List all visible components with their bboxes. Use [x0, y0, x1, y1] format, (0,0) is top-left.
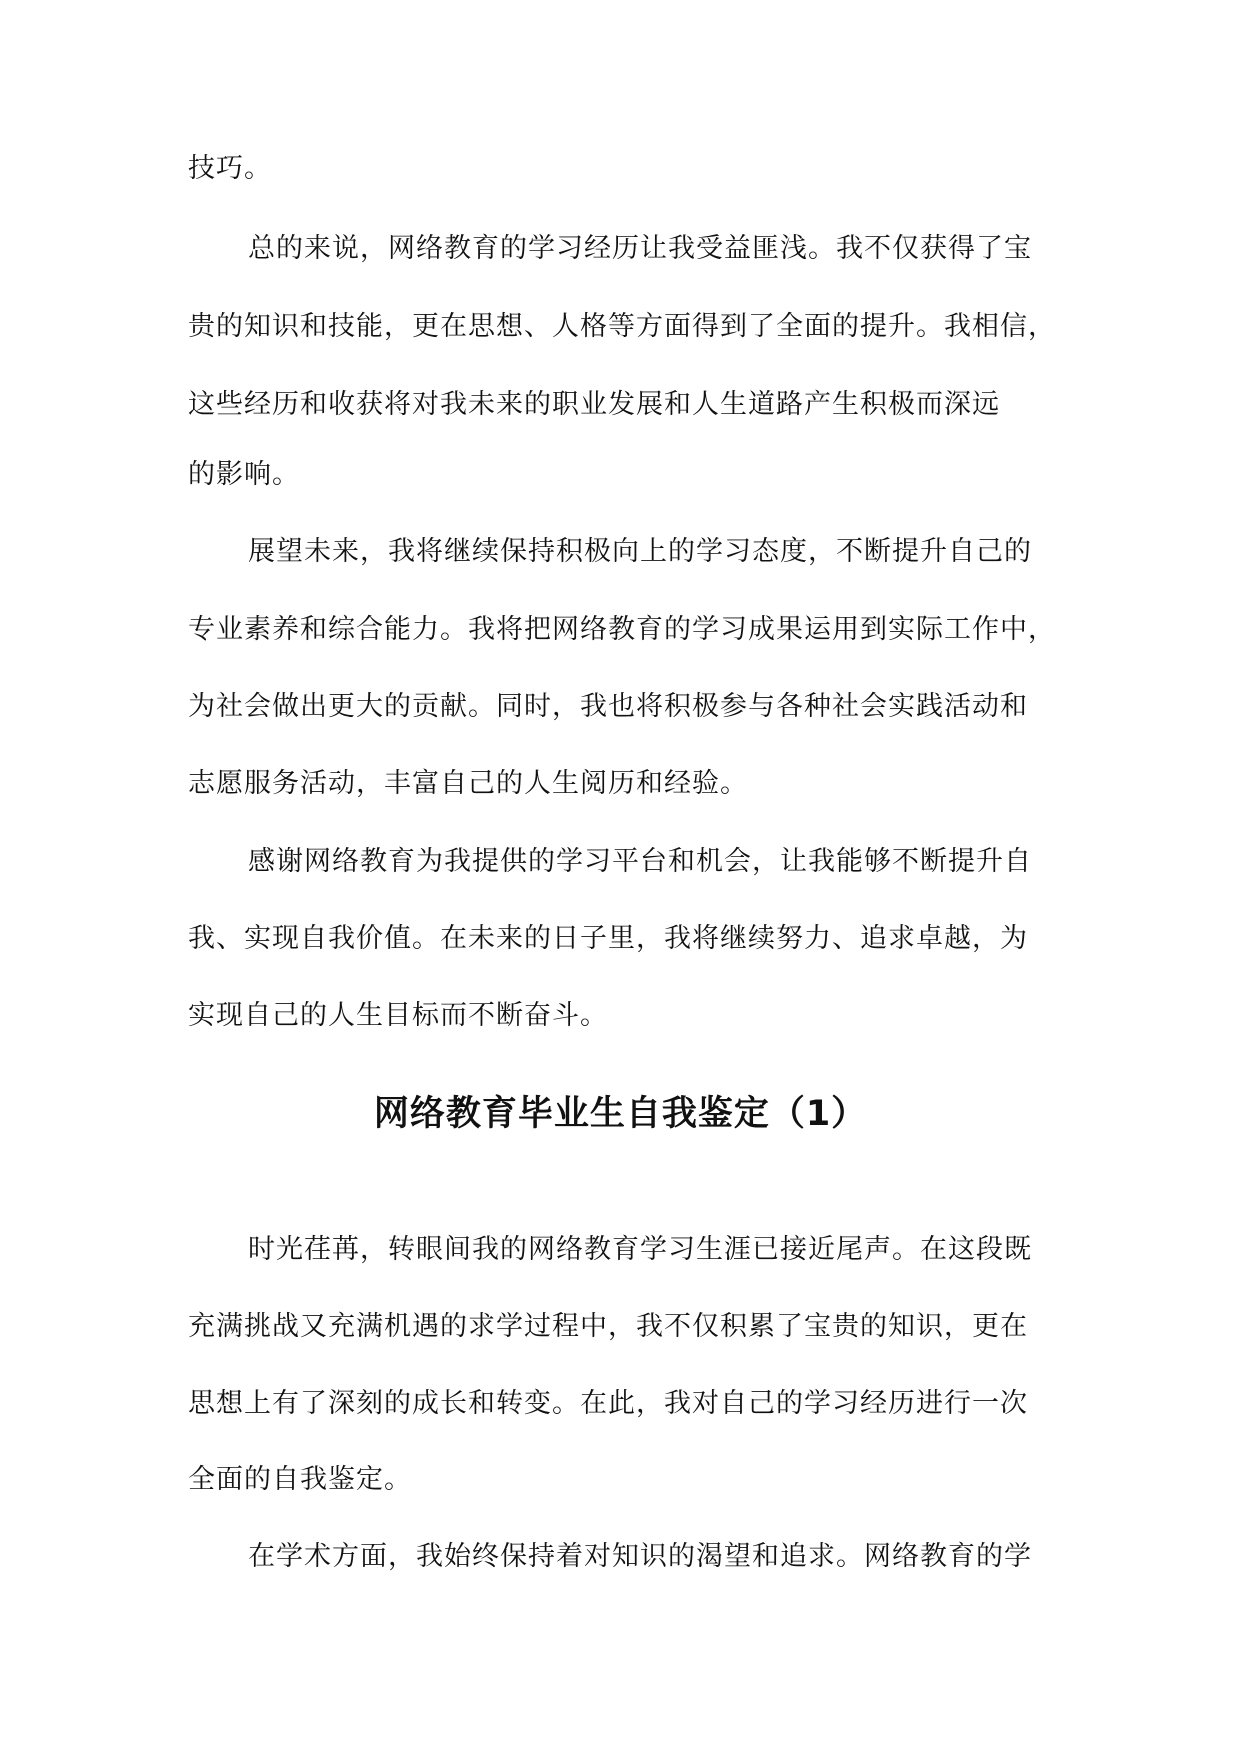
paragraph-line: 专业素养和综合能力。我将把网络教育的学习成果运用到实际工作中， [188, 614, 1056, 645]
paragraph-line: 的影响。 [188, 459, 300, 490]
paragraph-line: 在学术方面，我始终保持着对知识的渴望和追求。网络教育的学 [248, 1541, 1032, 1572]
paragraph-line: 为社会做出更大的贡献。同时，我也将积极参与各种社会实践活动和 [188, 691, 1028, 722]
paragraph-line: 实现自己的人生目标而不断奋斗。 [188, 1000, 608, 1031]
paragraph-line: 思想上有了深刻的成长和转变。在此，我对自己的学习经历进行一次 [188, 1388, 1028, 1419]
paragraph-line: 技巧。 [188, 153, 272, 184]
paragraph-line: 时光荏苒，转眼间我的网络教育学习生涯已接近尾声。在这段既 [248, 1234, 1032, 1265]
paragraph-line: 志愿服务活动，丰富自己的人生阅历和经验。 [188, 768, 748, 799]
paragraph-line: 全面的自我鉴定。 [188, 1464, 412, 1495]
paragraph-line: 充满挑战又充满机遇的求学过程中，我不仅积累了宝贵的知识，更在 [188, 1311, 1028, 1342]
paragraph-line: 感谢网络教育为我提供的学习平台和机会，让我能够不断提升自 [248, 846, 1032, 877]
paragraph-line: 我、实现自我价值。在未来的日子里，我将继续努力、追求卓越，为 [188, 923, 1028, 954]
paragraph-line: 总的来说，网络教育的学习经历让我受益匪浅。我不仅获得了宝 [248, 233, 1032, 264]
paragraph-line: 贵的知识和技能，更在思想、人格等方面得到了全面的提升。我相信， [188, 311, 1056, 342]
paragraph-line: 这些经历和收获将对我未来的职业发展和人生道路产生积极而深远 [188, 389, 1000, 420]
paragraph-line: 展望未来，我将继续保持积极向上的学习态度，不断提升自己的 [248, 536, 1032, 567]
section-title: 网络教育毕业生自我鉴定（1） [373, 1094, 868, 1134]
